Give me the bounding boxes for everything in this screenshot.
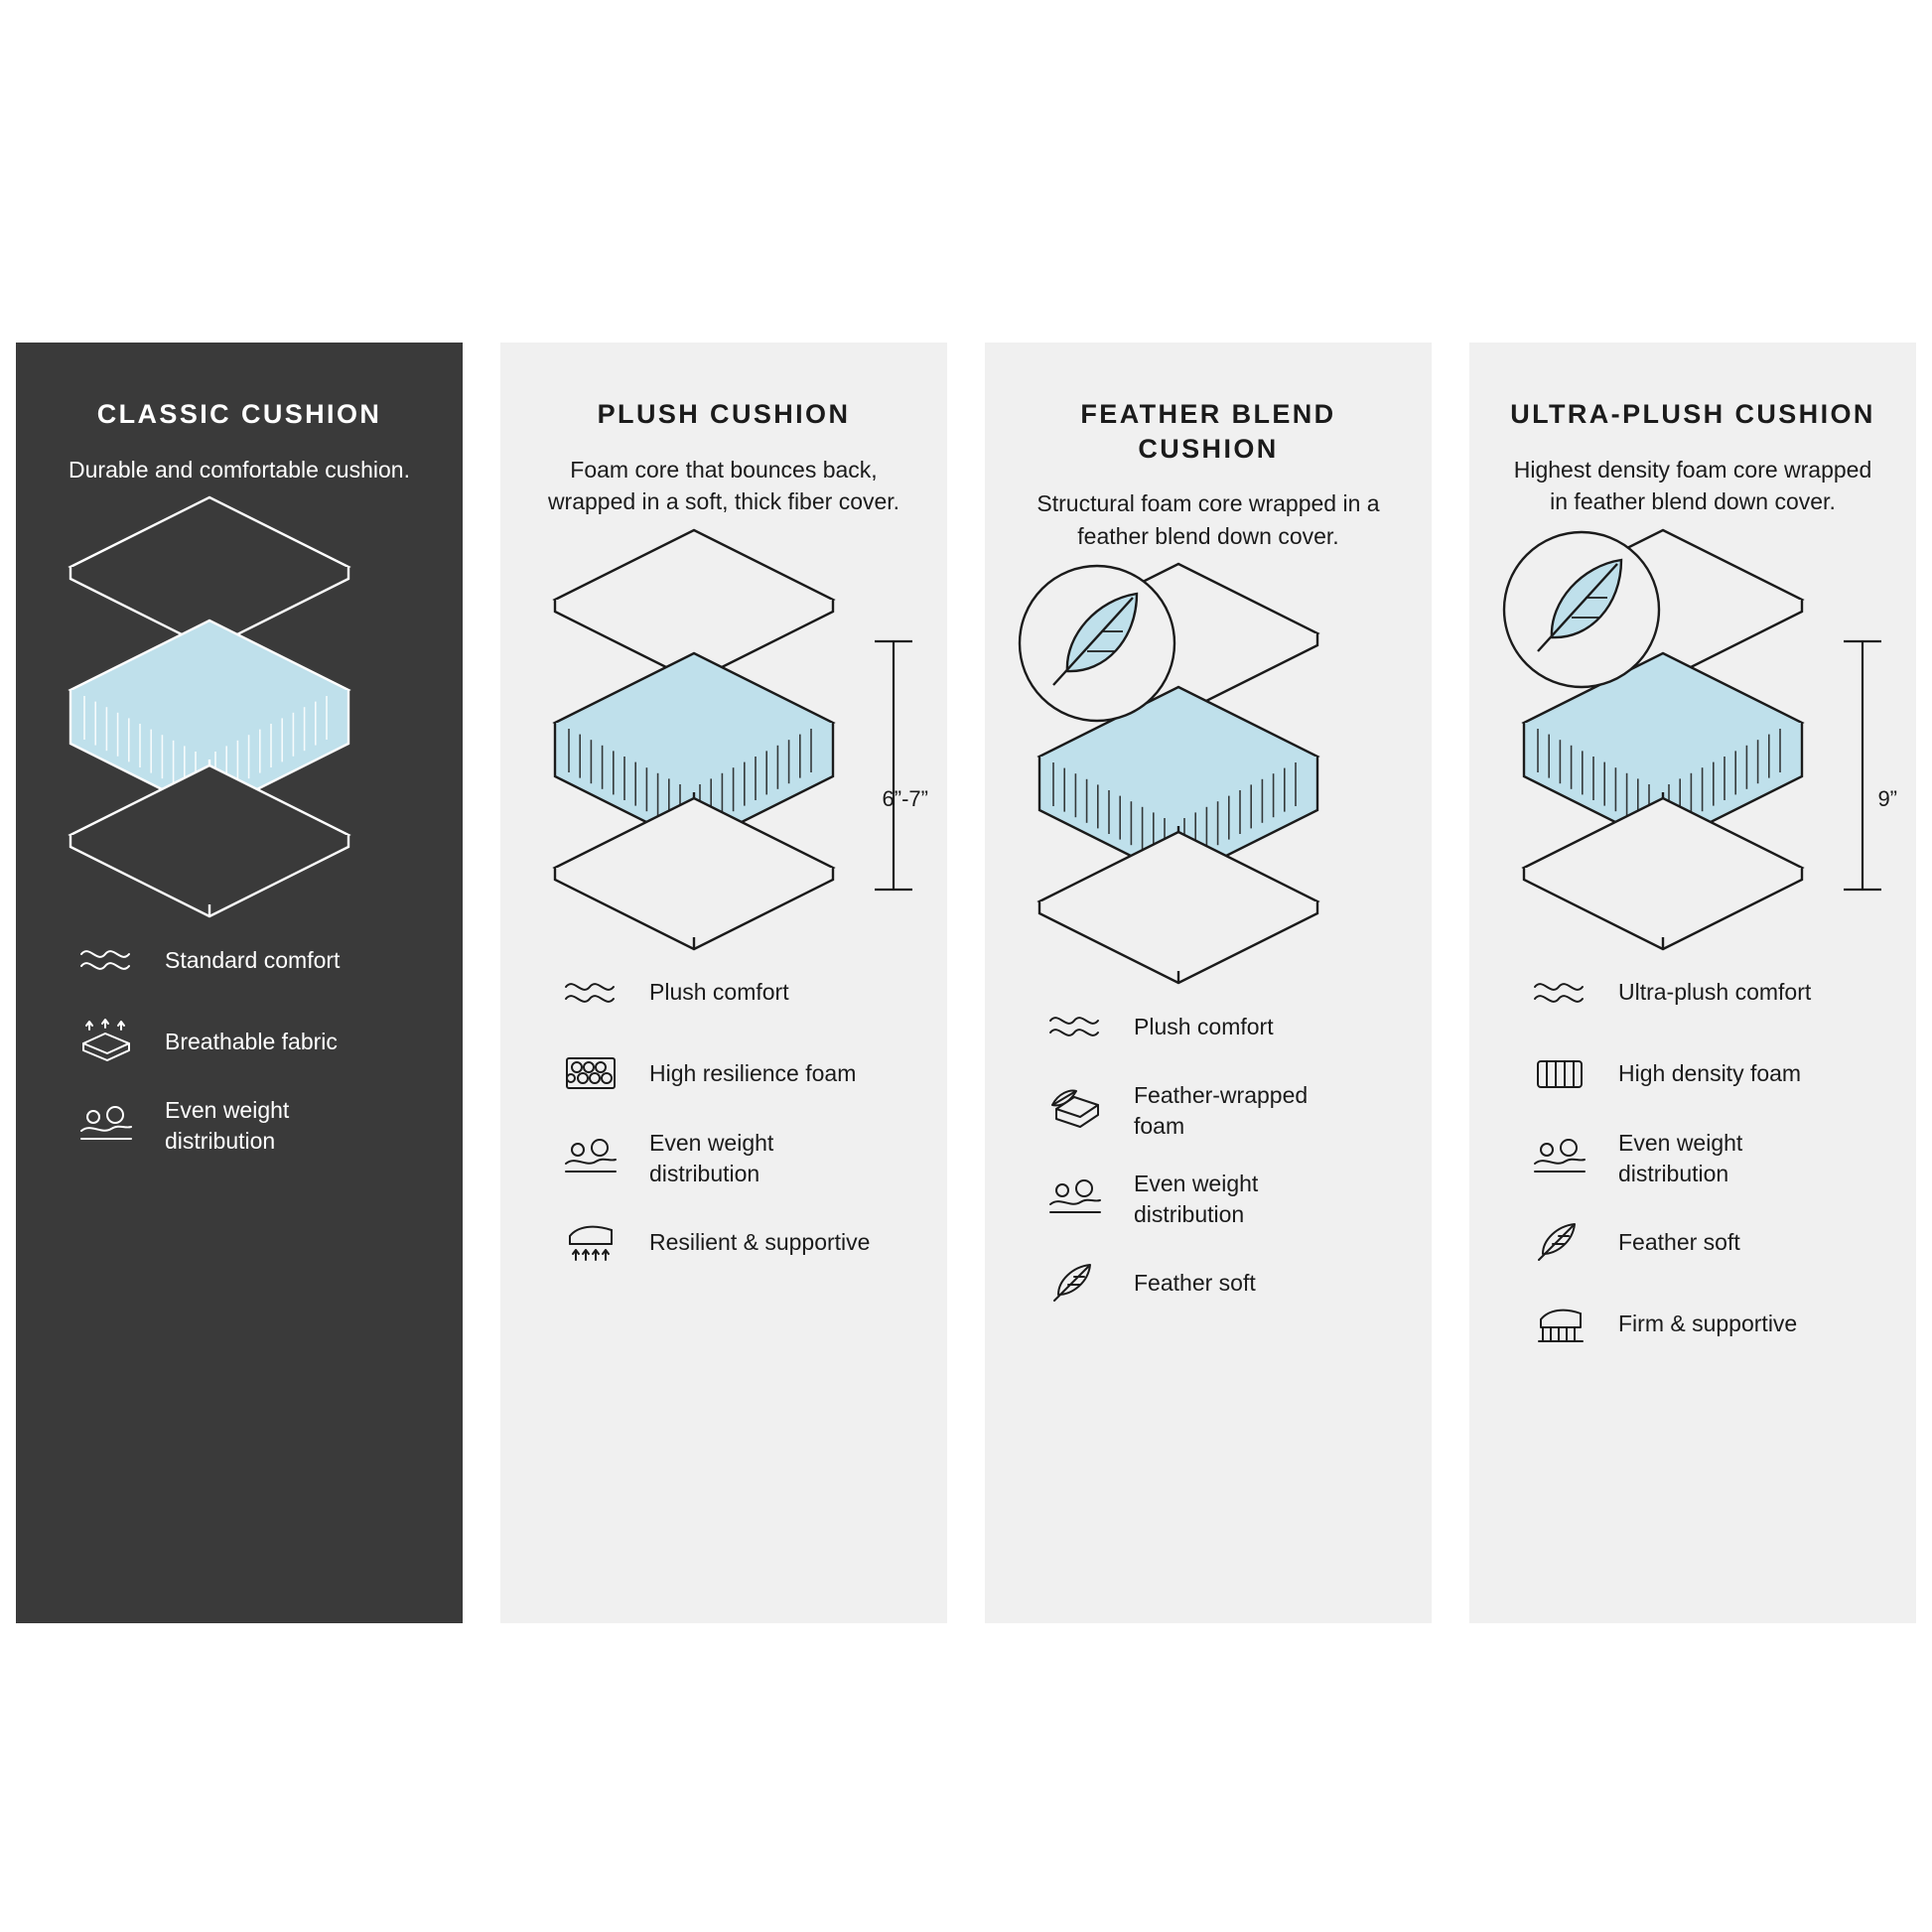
card-title: ULTRA-PLUSH CUSHION (1510, 399, 1875, 429)
card-description: Durable and comfortable cushion. (69, 456, 410, 483)
cushion-card[interactable] (1469, 343, 1916, 1623)
feature-label: Even weight distribution (649, 1129, 774, 1186)
feature-label: Even weight distribution (1618, 1129, 1743, 1186)
feature-label: Feather soft (1134, 1270, 1256, 1297)
feature-label: Resilient & supportive (649, 1229, 871, 1256)
feature-list (52, 932, 427, 1157)
feature-row (558, 965, 911, 1021)
card-title: FEATHER BLEND CUSHION (1080, 399, 1336, 464)
waves-icon (558, 965, 623, 1021)
feature-list (536, 965, 911, 1271)
even-weight-icon (558, 1131, 623, 1186)
card-title: PLUSH CUSHION (597, 399, 851, 429)
card-description: Highest density foam core wrapped in feather blend down cover. (1513, 456, 1872, 515)
feather-icon (1527, 1215, 1592, 1271)
feature-list (1505, 965, 1880, 1352)
feature-label: High resilience foam (649, 1060, 857, 1087)
feature-label: Even weight distribution (165, 1097, 290, 1155)
feature-label: Plush comfort (649, 979, 789, 1006)
even-weight-icon (1042, 1172, 1108, 1227)
feather-icon (1042, 1256, 1108, 1311)
cushion-card[interactable] (16, 343, 463, 1623)
waves-icon (1527, 965, 1592, 1021)
cushion-card[interactable] (500, 343, 947, 1623)
cushion-layers-diagram (525, 552, 928, 909)
feature-label: Ultra-plush comfort (1618, 979, 1812, 1006)
card-description: Foam core that bounces back, wrapped in a soft, thick fiber cover. (547, 456, 900, 515)
feature-row (1527, 1128, 1880, 1189)
feature-label: Standard comfort (165, 946, 341, 973)
feature-label: Plush comfort (1134, 1013, 1274, 1039)
feature-row (1527, 1215, 1880, 1271)
card-description: Structural foam core wrapped in a feather blend down cover. (1036, 490, 1380, 549)
height-label: 6”-7” (882, 785, 928, 811)
feather-wrapped-foam-icon (1042, 1083, 1108, 1139)
waves-icon (1042, 999, 1108, 1054)
even-weight-icon (73, 1098, 139, 1154)
honeycomb-foam-icon (558, 1046, 623, 1102)
feature-label: Feather soft (1618, 1229, 1740, 1256)
feature-label: Firm & supportive (1618, 1311, 1798, 1337)
cushion-layers-diagram (1010, 586, 1407, 943)
feature-label: High density foam (1618, 1060, 1802, 1087)
feature-row (73, 1095, 427, 1157)
resilient-support-icon (558, 1215, 623, 1271)
feature-label: Even weight distribution (1134, 1170, 1259, 1227)
card-title: CLASSIC CUSHION (96, 399, 382, 429)
feature-row (73, 1014, 427, 1069)
cushion-card[interactable] (985, 343, 1432, 1623)
firm-support-icon (1527, 1297, 1592, 1352)
height-label: 9” (1877, 785, 1897, 811)
breathable-fabric-icon (73, 1014, 139, 1069)
feature-row (1527, 1297, 1880, 1352)
cards-container (0, 343, 1932, 1623)
feature-row (1042, 999, 1396, 1054)
feature-row (1042, 1169, 1396, 1230)
cushion-layers-diagram (1494, 552, 1897, 909)
feature-row (558, 1128, 911, 1189)
cushion-layers-diagram (41, 519, 438, 877)
feature-row (1042, 1080, 1396, 1142)
feature-row (558, 1215, 911, 1271)
feature-row (1042, 1256, 1396, 1311)
feature-row (558, 1046, 911, 1102)
feature-row (1527, 965, 1880, 1021)
waves-icon (73, 932, 139, 988)
feature-row (73, 932, 427, 988)
feature-label: Feather-wrapped foam (1134, 1082, 1309, 1140)
feature-label: Breathable fabric (165, 1028, 338, 1054)
even-weight-icon (1527, 1131, 1592, 1186)
feature-row (1527, 1046, 1880, 1102)
high-density-foam-icon (1527, 1046, 1592, 1102)
feature-list (1021, 999, 1396, 1311)
